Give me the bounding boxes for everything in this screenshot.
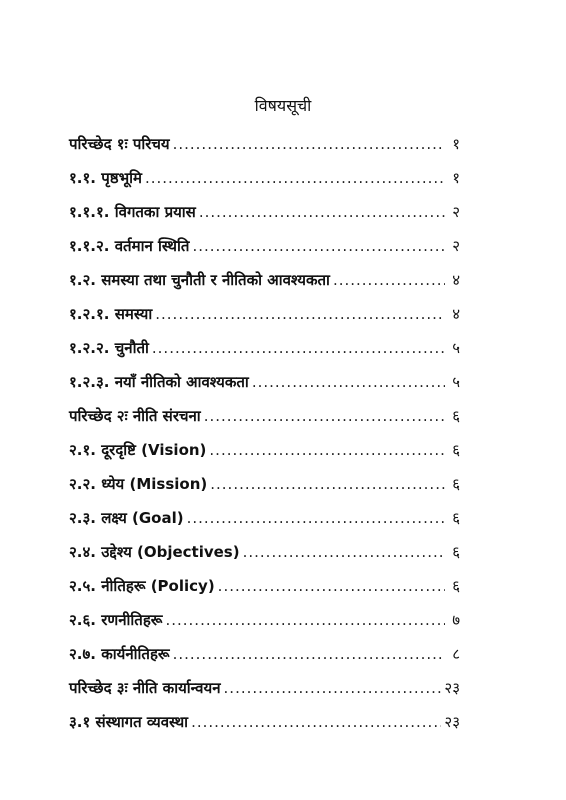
toc-entry-page: २ <box>452 237 460 255</box>
toc-entry-title: २.५. नीतिहरू (Policy) <box>69 577 215 595</box>
toc-entry-title: परिच्छेद २ः नीति संरचना <box>69 407 201 425</box>
dot-leader <box>218 569 445 603</box>
toc-entry-title: १.२.३. नयाँ नीतिको आवश्यकता <box>69 373 249 391</box>
toc-entry-title: २.७. कार्यनीतिहरू <box>69 645 170 663</box>
toc-entry-page: २३ <box>444 713 460 731</box>
toc-entry-title: परिच्छेद १ः परिचय <box>69 135 170 153</box>
toc-entry-title: २.३. लक्ष्य (Goal) <box>69 509 184 527</box>
toc-entry[interactable] <box>69 229 460 263</box>
toc-entry-page: ८ <box>452 645 460 663</box>
dot-leader <box>155 297 445 331</box>
toc-entry-title: १.२.१. समस्या <box>69 305 153 323</box>
dot-leader <box>187 501 445 535</box>
dot-leader <box>209 433 445 467</box>
toc-entry[interactable] <box>69 501 460 535</box>
table-of-contents <box>69 127 460 739</box>
dot-leader <box>243 535 445 569</box>
toc-entry-title: १.२. समस्या तथा चुनौती र नीतिको आवश्यकता <box>69 271 330 289</box>
toc-entry[interactable] <box>69 603 460 637</box>
dot-leader <box>224 671 442 705</box>
toc-entry[interactable] <box>69 161 460 195</box>
toc-entry-title: १.२.२. चुनौती <box>69 339 149 357</box>
toc-entry[interactable] <box>69 195 460 229</box>
toc-entry[interactable] <box>69 127 460 161</box>
toc-entry[interactable] <box>69 467 460 501</box>
toc-entry[interactable] <box>69 263 460 297</box>
dot-leader <box>210 467 445 501</box>
dot-leader <box>252 365 445 399</box>
toc-entry[interactable] <box>69 637 460 671</box>
toc-entry[interactable] <box>69 297 460 331</box>
dot-leader <box>192 229 445 263</box>
toc-entry-page: १ <box>452 135 460 153</box>
toc-entry-page: ६ <box>452 441 460 459</box>
toc-entry-title: १.१.२. वर्तमान स्थिति <box>69 237 190 255</box>
dot-leader <box>173 637 445 671</box>
toc-entry[interactable] <box>69 365 460 399</box>
dot-leader <box>173 127 445 161</box>
toc-entry-title: १.१. पृष्ठभूमि <box>69 169 142 187</box>
toc-entry-page: २३ <box>444 679 460 697</box>
toc-entry-page: ६ <box>452 475 460 493</box>
dot-leader <box>152 331 445 365</box>
toc-entry-page: ७ <box>452 611 460 629</box>
toc-entry-page: ४ <box>452 305 460 323</box>
toc-entry-title: परिच्छेद ३ः नीति कार्यान्वयन <box>69 679 221 697</box>
dot-leader <box>333 263 445 297</box>
toc-entry[interactable] <box>69 569 460 603</box>
toc-entry-title: ३.१ संस्थागत व्यवस्था <box>69 713 189 731</box>
dot-leader <box>165 603 445 637</box>
page-title: विषयसूची <box>254 96 312 115</box>
toc-entry[interactable] <box>69 433 460 467</box>
toc-entry-page: ४ <box>452 271 460 289</box>
dot-leader <box>199 195 445 229</box>
dot-leader <box>204 399 445 433</box>
toc-entry-page: ६ <box>452 543 460 561</box>
toc-entry-title: २.२. ध्येय (Mission) <box>69 475 208 493</box>
toc-entry[interactable] <box>69 705 460 739</box>
toc-entry-page: ५ <box>452 373 460 391</box>
toc-entry-title: २.४. उद्देश्य (Objectives) <box>69 543 240 561</box>
toc-entry-title: १.१.१. विगतका प्रयास <box>69 203 196 221</box>
toc-entry-page: २ <box>452 203 460 221</box>
toc-entry[interactable] <box>69 399 460 433</box>
toc-entry-page: ६ <box>452 407 460 425</box>
toc-entry-page: १ <box>452 169 460 187</box>
toc-entry-page: ५ <box>452 339 460 357</box>
toc-entry-title: २.१. दूरदृष्टि (Vision) <box>69 441 207 459</box>
toc-entry[interactable] <box>69 671 460 705</box>
dot-leader <box>145 161 445 195</box>
toc-entry-title: २.६. रणनीतिहरू <box>69 611 163 629</box>
toc-entry[interactable] <box>69 535 460 569</box>
toc-entry[interactable] <box>69 331 460 365</box>
toc-entry-page: ६ <box>452 509 460 527</box>
toc-entry-page: ६ <box>452 577 460 595</box>
dot-leader <box>191 705 441 739</box>
